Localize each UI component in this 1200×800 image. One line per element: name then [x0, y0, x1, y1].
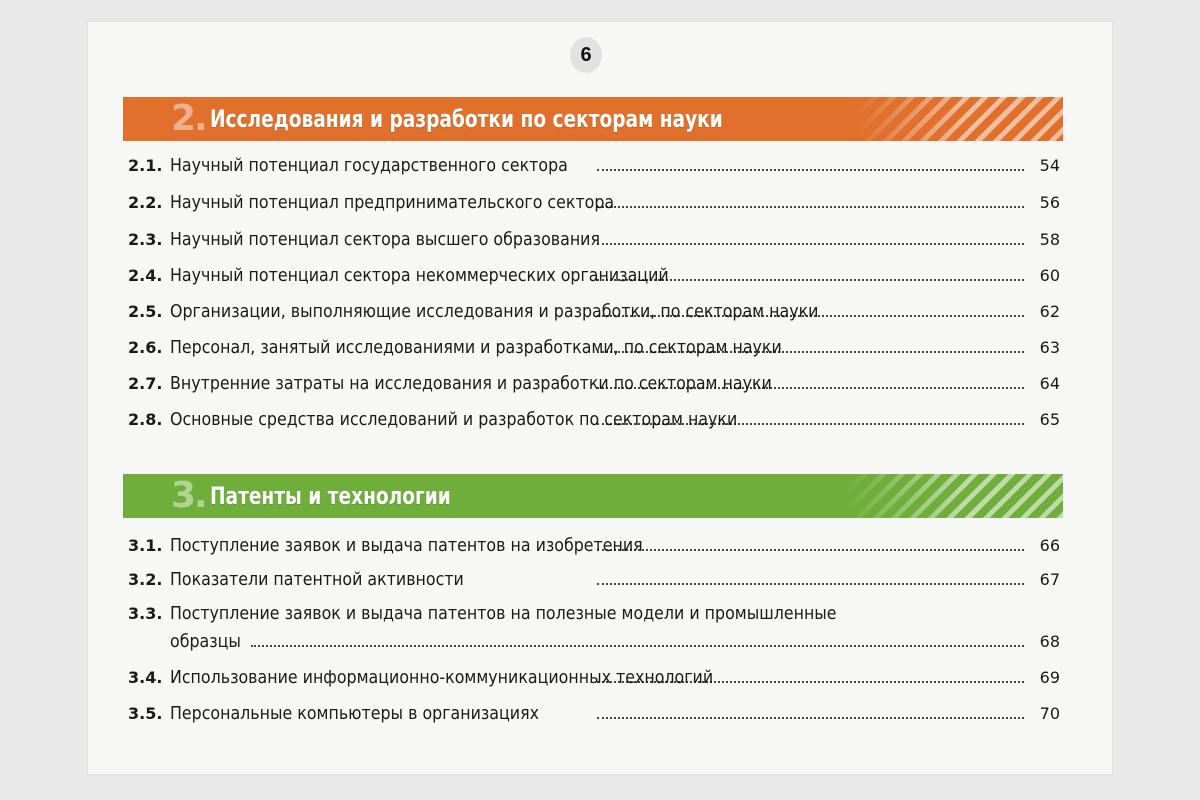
toc-entry[interactable]: [128, 667, 1060, 691]
entry-title: Научный потенциал сектора некоммерческих организаций: [170, 265, 669, 286]
entry-title: Организации, выполняющие исследования и разработки, по секторам науки: [170, 301, 819, 322]
entry-page: 70: [1039, 704, 1060, 723]
entry-number: 2.8.: [128, 410, 163, 429]
toc-entry[interactable]: [128, 301, 1060, 325]
toc-entry[interactable]: [128, 265, 1060, 289]
dot-leader: [597, 549, 1024, 551]
dot-leader: [597, 717, 1024, 719]
toc-entry[interactable]: [128, 703, 1060, 727]
entry-page: 68: [1039, 632, 1060, 651]
entry-title-line1: Поступление заявок и выдача патентов на полезные модели и промышленные: [170, 603, 837, 624]
entry-number: 2.5.: [128, 302, 163, 321]
entry-page: 54: [1039, 156, 1060, 175]
entry-number: 2.1.: [128, 156, 163, 175]
entry-page: 64: [1039, 374, 1060, 393]
toc-entry[interactable]: [128, 192, 1060, 216]
toc-entry[interactable]: [128, 569, 1060, 593]
dot-leader: [597, 583, 1024, 585]
entry-page: 63: [1039, 338, 1060, 357]
entry-number: 2.3.: [128, 230, 163, 249]
section-number: 3.: [171, 475, 206, 516]
entry-title: Внутренние затраты на исследования и разработки по секторам науки: [170, 373, 772, 394]
entry-title: Персональные компьютеры в организациях: [170, 703, 539, 724]
entry-number: 3.4.: [128, 668, 163, 687]
dot-leader: [597, 206, 1024, 208]
entry-page: 69: [1039, 668, 1060, 687]
entry-number: 3.2.: [128, 570, 163, 589]
section-title: Исследования и разработки по секторам науки: [209, 105, 723, 133]
toc-entry[interactable]: [128, 229, 1060, 253]
toc-entry[interactable]: [128, 337, 1060, 361]
toc-entry[interactable]: [128, 373, 1060, 397]
entry-page: 65: [1039, 410, 1060, 429]
entry-number: 2.7.: [128, 374, 163, 393]
entry-number: 2.6.: [128, 338, 163, 357]
entry-number: 2.2.: [128, 193, 163, 212]
section-header-3: [123, 474, 1063, 518]
entry-number: 3.1.: [128, 536, 163, 555]
entry-page: 60: [1039, 266, 1060, 285]
entry-title: Научный потенциал предпринимательского сектора: [170, 192, 615, 213]
entry-title: Научный потенциал государственного сектора: [170, 155, 568, 176]
toc-entry[interactable]: [128, 155, 1060, 179]
entry-title: Показатели патентной активности: [170, 569, 464, 590]
entry-title: Поступление заявок и выдача патентов на изобретения: [170, 535, 643, 556]
entry-title: Использование информационно-коммуникационных технологий: [170, 667, 714, 688]
entry-title: Персонал, занятый исследованиями и разработками, по секторам науки: [170, 337, 782, 358]
section-number: 2.: [171, 98, 206, 139]
entry-title-line2: образцы: [170, 631, 241, 652]
dot-leader: [251, 645, 1024, 647]
entry-page: 62: [1039, 302, 1060, 321]
entry-page: 56: [1039, 193, 1060, 212]
entry-number: 3.3.: [128, 604, 163, 623]
entry-number: 3.5.: [128, 704, 163, 723]
entry-number: 2.4.: [128, 266, 163, 285]
entry-page: 66: [1039, 536, 1060, 555]
entry-title: Основные средства исследований и разработок по секторам науки: [170, 409, 738, 430]
toc-entry[interactable]: [128, 535, 1060, 559]
entry-page: 58: [1039, 230, 1060, 249]
page-number: 6: [570, 37, 602, 73]
section-title: Патенты и технологии: [209, 482, 451, 510]
toc-entry[interactable]: [128, 409, 1060, 433]
stripe-decoration: [843, 474, 1063, 518]
stripe-decoration: [853, 97, 1063, 141]
toc-entry[interactable]: [128, 603, 1060, 659]
entry-title: Научный потенциал сектора высшего образования: [170, 229, 601, 250]
entry-page: 67: [1039, 570, 1060, 589]
section-header-2: [123, 97, 1063, 141]
dot-leader: [597, 243, 1024, 245]
dot-leader: [597, 169, 1024, 171]
